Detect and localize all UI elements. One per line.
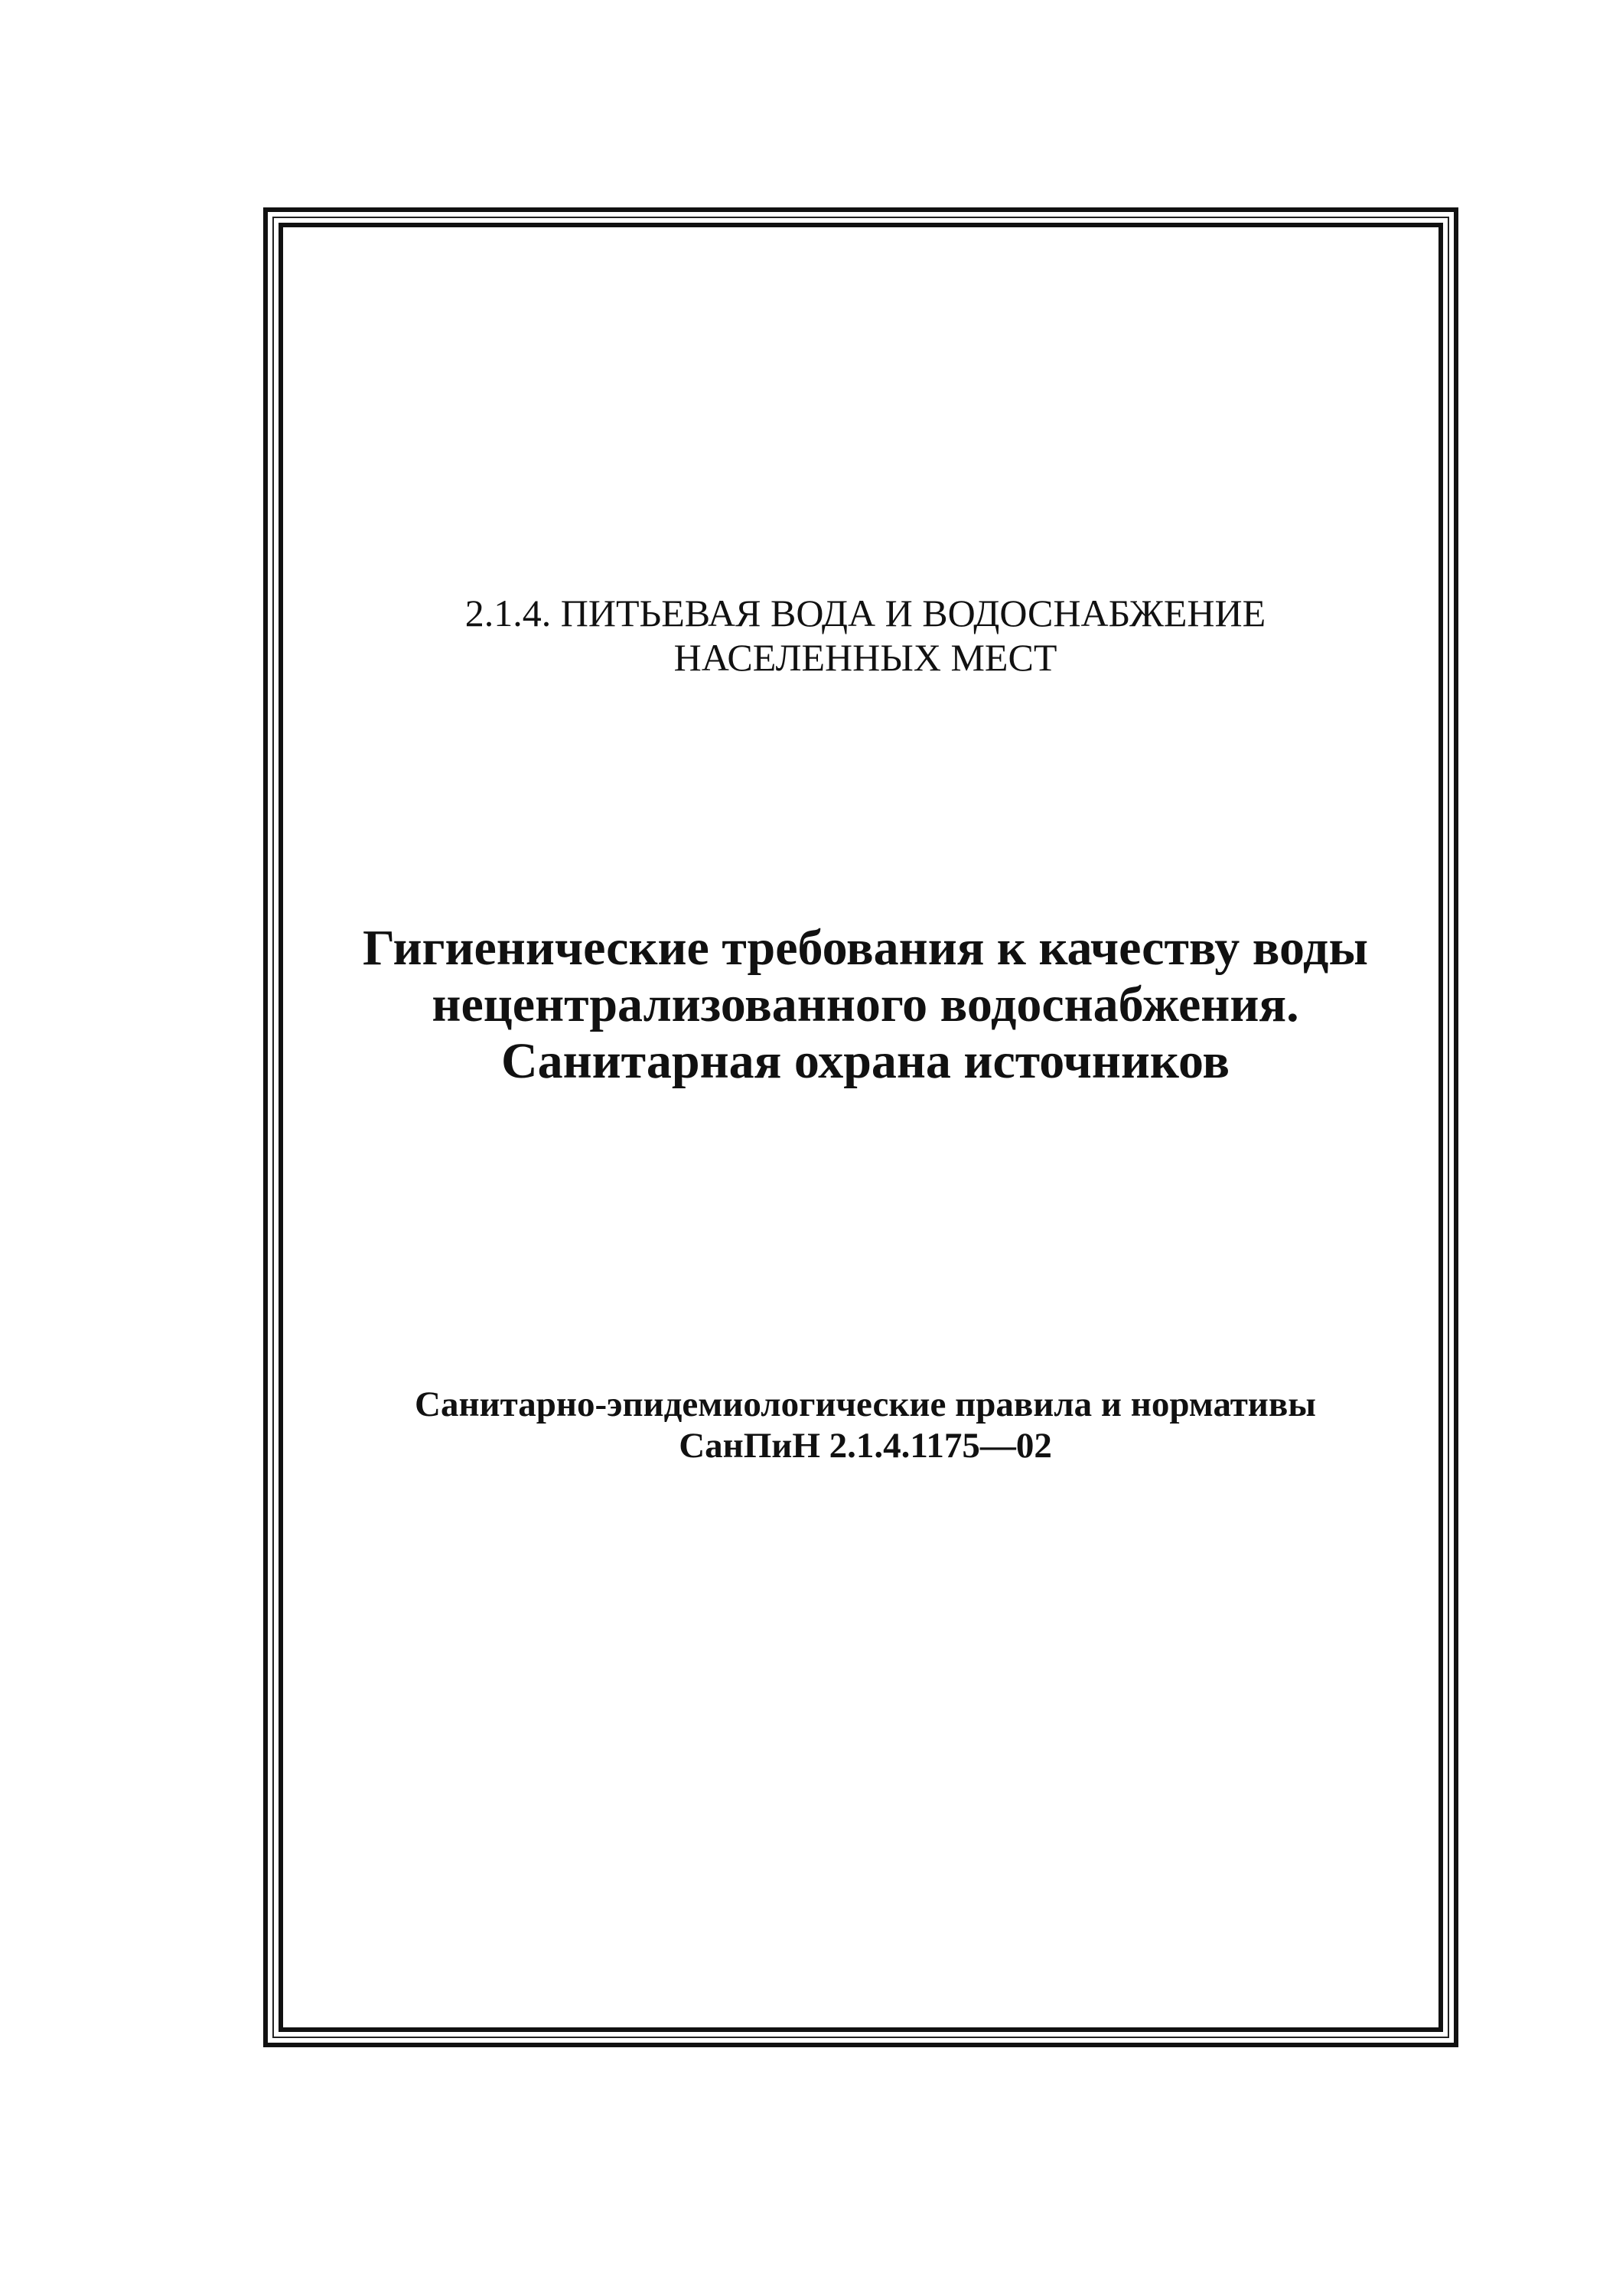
cover-content bbox=[268, 212, 1463, 2052]
section-heading bbox=[268, 591, 1463, 680]
document-title bbox=[268, 920, 1463, 1090]
section-heading-line-2: НАСЕЛЕННЫХ МЕСТ bbox=[673, 636, 1057, 679]
document-code: СанПиН 2.1.4.1175—02 bbox=[679, 1426, 1052, 1466]
document-title-line-2: нецентрализованного водоснабжения. bbox=[432, 977, 1299, 1032]
page-border-frame bbox=[263, 207, 1458, 2047]
document-title-line-1: Гигиенические требования к качеству воды bbox=[363, 920, 1368, 976]
document-type-line: Санитарно-эпидемиологические правила и нормативы bbox=[415, 1384, 1316, 1424]
document-type bbox=[268, 1384, 1463, 1466]
document-title-line-3: Санитарная охрана источников bbox=[500, 1033, 1230, 1089]
section-heading-line-1: 2.1.4. ПИТЬЕВАЯ ВОДА И ВОДОСНАБЖЕНИЕ bbox=[464, 592, 1266, 634]
